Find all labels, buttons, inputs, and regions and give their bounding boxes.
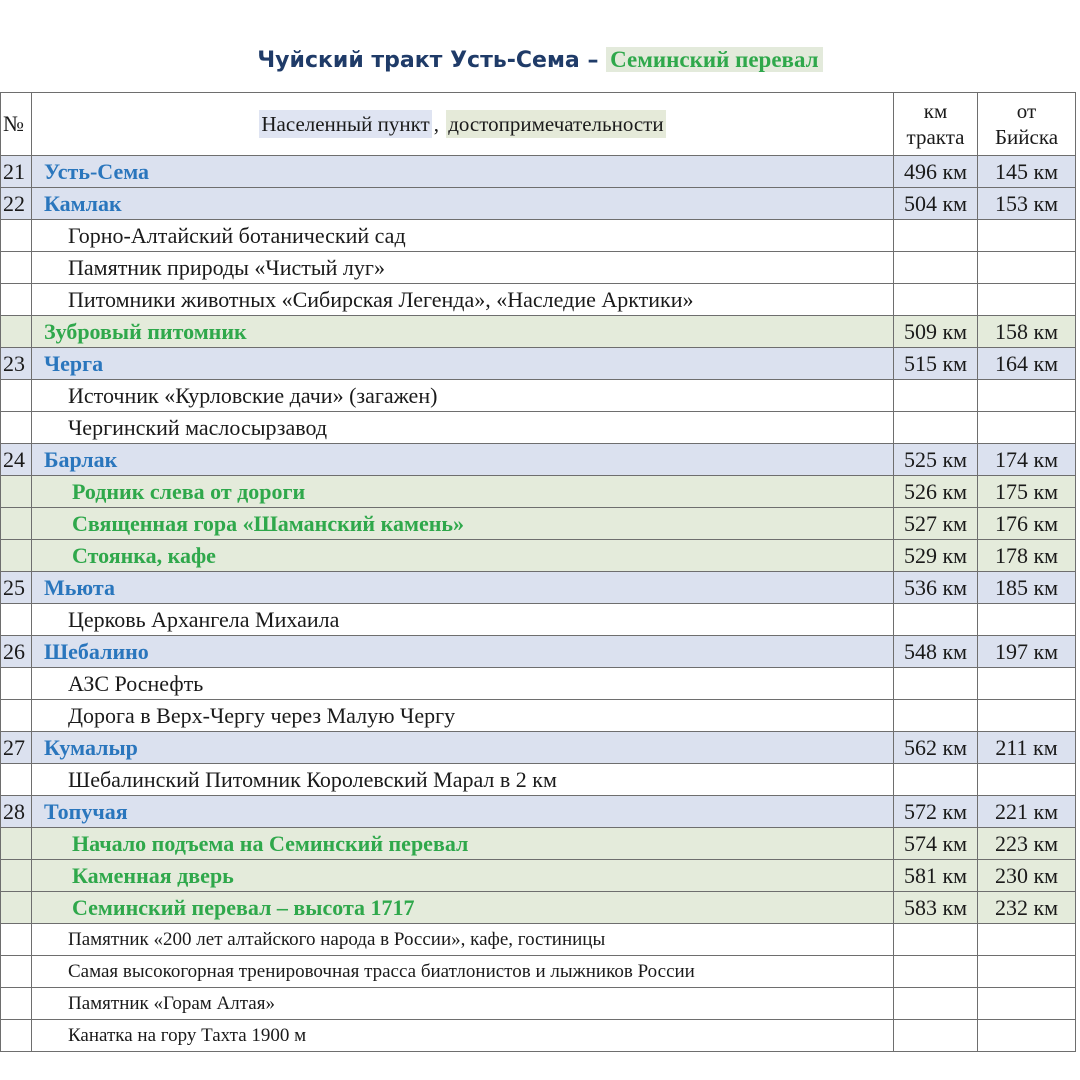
row-km bbox=[894, 220, 978, 252]
header-name bbox=[32, 93, 894, 156]
row-name: Каменная дверь bbox=[32, 860, 894, 892]
row-name: Чергинский маслосырзавод bbox=[32, 412, 894, 444]
table-header bbox=[1, 93, 1076, 156]
row-biysk bbox=[978, 700, 1076, 732]
row-number bbox=[1, 956, 32, 988]
row-name: Семинский перевал – высота 1717 bbox=[32, 892, 894, 924]
row-km: 527 км bbox=[894, 508, 978, 540]
table-row bbox=[1, 860, 1076, 892]
row-name: Церковь Архангела Михаила bbox=[32, 604, 894, 636]
table-row bbox=[1, 188, 1076, 220]
table-row bbox=[1, 476, 1076, 508]
row-name: АЗС Роснефть bbox=[32, 668, 894, 700]
row-km: 526 км bbox=[894, 476, 978, 508]
table-row bbox=[1, 668, 1076, 700]
row-number bbox=[1, 604, 32, 636]
row-name: Родник слева от дороги bbox=[32, 476, 894, 508]
row-biysk: 232 км bbox=[978, 892, 1076, 924]
row-biysk: 174 км bbox=[978, 444, 1076, 476]
row-biysk bbox=[978, 1020, 1076, 1052]
table-row bbox=[1, 924, 1076, 956]
row-biysk bbox=[978, 604, 1076, 636]
header-name-part1: Населенный пункт bbox=[261, 112, 430, 136]
row-km: 496 км bbox=[894, 156, 978, 188]
table-row bbox=[1, 1020, 1076, 1052]
row-km: 509 км bbox=[894, 316, 978, 348]
row-biysk: 223 км bbox=[978, 828, 1076, 860]
row-biysk bbox=[978, 252, 1076, 284]
row-biysk: 153 км bbox=[978, 188, 1076, 220]
table-row bbox=[1, 636, 1076, 668]
row-number: 26 bbox=[1, 636, 32, 668]
row-number bbox=[1, 828, 32, 860]
row-biysk bbox=[978, 412, 1076, 444]
route-table bbox=[0, 92, 1076, 1052]
header-biysk-line2: Бийска bbox=[994, 125, 1059, 149]
row-km bbox=[894, 924, 978, 956]
row-number bbox=[1, 508, 32, 540]
row-biysk: 211 км bbox=[978, 732, 1076, 764]
row-number bbox=[1, 412, 32, 444]
row-number: 24 bbox=[1, 444, 32, 476]
header-biysk-line1: от bbox=[1016, 99, 1037, 123]
row-biysk: 197 км bbox=[978, 636, 1076, 668]
header-km-line2: тракта bbox=[906, 125, 965, 149]
row-name: Дорога в Верх-Чергу через Малую Чергу bbox=[32, 700, 894, 732]
table-row bbox=[1, 828, 1076, 860]
table-row bbox=[1, 892, 1076, 924]
row-number bbox=[1, 700, 32, 732]
header-name-sep: , bbox=[433, 112, 445, 136]
row-km bbox=[894, 956, 978, 988]
header-km bbox=[894, 93, 978, 156]
row-name: Памятник «200 лет алтайского народа в России», кафе, гостиницы bbox=[32, 924, 894, 956]
row-biysk: 145 км bbox=[978, 156, 1076, 188]
row-km bbox=[894, 988, 978, 1020]
row-number bbox=[1, 1020, 32, 1052]
table-row bbox=[1, 572, 1076, 604]
row-number: 23 bbox=[1, 348, 32, 380]
table-row bbox=[1, 732, 1076, 764]
row-km bbox=[894, 700, 978, 732]
row-km bbox=[894, 668, 978, 700]
header-name-part2: достопримечательности bbox=[448, 112, 664, 136]
row-name: Питомники животных «Сибирская Легенда», «Наследие Арктики» bbox=[32, 284, 894, 316]
table-row bbox=[1, 252, 1076, 284]
row-km: 581 км bbox=[894, 860, 978, 892]
row-name: Начало подъема на Семинский перевал bbox=[32, 828, 894, 860]
row-name: Самая высокогорная тренировочная трасса биатлонистов и лыжников России bbox=[32, 956, 894, 988]
row-biysk: 175 км bbox=[978, 476, 1076, 508]
row-biysk: 230 км bbox=[978, 860, 1076, 892]
page-title bbox=[0, 40, 1080, 80]
row-number bbox=[1, 476, 32, 508]
row-km: 525 км bbox=[894, 444, 978, 476]
row-name: Памятник природы «Чистый луг» bbox=[32, 252, 894, 284]
row-km: 562 км bbox=[894, 732, 978, 764]
row-biysk bbox=[978, 956, 1076, 988]
row-biysk: 185 км bbox=[978, 572, 1076, 604]
row-name: Канатка на гору Тахта 1900 м bbox=[32, 1020, 894, 1052]
row-km: 574 км bbox=[894, 828, 978, 860]
row-number bbox=[1, 860, 32, 892]
row-biysk: 158 км bbox=[978, 316, 1076, 348]
row-km: 515 км bbox=[894, 348, 978, 380]
table-row bbox=[1, 700, 1076, 732]
row-name: Священная гора «Шаманский камень» bbox=[32, 508, 894, 540]
table-row bbox=[1, 604, 1076, 636]
row-km: 583 км bbox=[894, 892, 978, 924]
table-row bbox=[1, 796, 1076, 828]
header-km-line1: км bbox=[923, 99, 948, 123]
row-number bbox=[1, 252, 32, 284]
row-number bbox=[1, 924, 32, 956]
title-main: Чуйский тракт Усть-Сема – bbox=[257, 48, 607, 73]
row-biysk: 176 км bbox=[978, 508, 1076, 540]
row-number bbox=[1, 892, 32, 924]
row-km bbox=[894, 412, 978, 444]
table-row bbox=[1, 348, 1076, 380]
row-km bbox=[894, 380, 978, 412]
row-biysk bbox=[978, 220, 1076, 252]
table-row bbox=[1, 956, 1076, 988]
row-name: Памятник «Горам Алтая» bbox=[32, 988, 894, 1020]
row-number bbox=[1, 380, 32, 412]
row-name: Топучая bbox=[32, 796, 894, 828]
row-number: 28 bbox=[1, 796, 32, 828]
title-highlight: Семинский перевал bbox=[606, 47, 822, 72]
row-km bbox=[894, 252, 978, 284]
row-name: Шебалино bbox=[32, 636, 894, 668]
row-biysk: 221 км bbox=[978, 796, 1076, 828]
table-row bbox=[1, 220, 1076, 252]
row-number bbox=[1, 540, 32, 572]
table-row bbox=[1, 380, 1076, 412]
row-name: Усть-Сема bbox=[32, 156, 894, 188]
row-km: 529 км bbox=[894, 540, 978, 572]
table-row bbox=[1, 508, 1076, 540]
row-number: 25 bbox=[1, 572, 32, 604]
row-name: Камлак bbox=[32, 188, 894, 220]
row-number bbox=[1, 316, 32, 348]
header-biysk bbox=[978, 93, 1076, 156]
row-biysk bbox=[978, 924, 1076, 956]
header-number: № bbox=[1, 93, 32, 156]
row-km: 572 км bbox=[894, 796, 978, 828]
row-biysk bbox=[978, 988, 1076, 1020]
row-km: 548 км bbox=[894, 636, 978, 668]
row-biysk bbox=[978, 380, 1076, 412]
row-km bbox=[894, 1020, 978, 1052]
row-name: Мьюта bbox=[32, 572, 894, 604]
row-name: Зубровый питомник bbox=[32, 316, 894, 348]
table-row bbox=[1, 988, 1076, 1020]
row-number bbox=[1, 220, 32, 252]
row-number bbox=[1, 284, 32, 316]
row-km bbox=[894, 284, 978, 316]
row-name: Горно-Алтайский ботанический сад bbox=[32, 220, 894, 252]
row-biysk bbox=[978, 284, 1076, 316]
row-number: 27 bbox=[1, 732, 32, 764]
table-row bbox=[1, 284, 1076, 316]
row-biysk: 178 км bbox=[978, 540, 1076, 572]
row-number bbox=[1, 668, 32, 700]
row-name: Кумалыр bbox=[32, 732, 894, 764]
row-biysk bbox=[978, 668, 1076, 700]
table-row bbox=[1, 412, 1076, 444]
row-number: 22 bbox=[1, 188, 32, 220]
row-km bbox=[894, 604, 978, 636]
row-biysk bbox=[978, 764, 1076, 796]
row-name: Стоянка, кафе bbox=[32, 540, 894, 572]
table-row bbox=[1, 540, 1076, 572]
table-body bbox=[1, 156, 1076, 1052]
row-name: Барлак bbox=[32, 444, 894, 476]
row-name: Источник «Курловские дачи» (загажен) bbox=[32, 380, 894, 412]
table-row bbox=[1, 764, 1076, 796]
row-number bbox=[1, 988, 32, 1020]
table-row bbox=[1, 316, 1076, 348]
row-biysk: 164 км bbox=[978, 348, 1076, 380]
row-number bbox=[1, 764, 32, 796]
row-number: 21 bbox=[1, 156, 32, 188]
row-km: 536 км bbox=[894, 572, 978, 604]
row-name: Шебалинский Питомник Королевский Марал в 2 км bbox=[32, 764, 894, 796]
table-row bbox=[1, 156, 1076, 188]
table-row bbox=[1, 444, 1076, 476]
row-km: 504 км bbox=[894, 188, 978, 220]
row-name: Черга bbox=[32, 348, 894, 380]
row-km bbox=[894, 764, 978, 796]
